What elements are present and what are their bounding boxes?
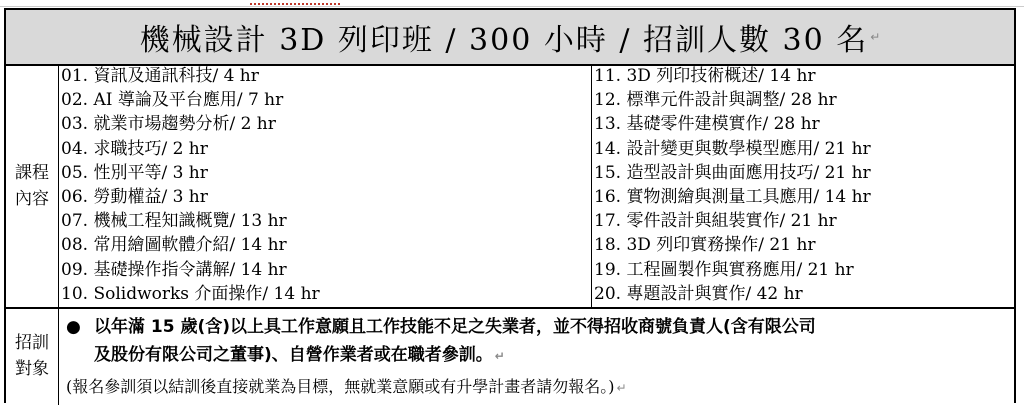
course-item: 01. 資訊及通訊科技/ 4 hr bbox=[61, 66, 259, 86]
course-item: 12. 標準元件設計與調整/ 28 hr bbox=[594, 90, 837, 111]
course-item: 14. 設計變更與數學模型應用/ 21 hr bbox=[594, 138, 871, 159]
course-item: 16. 實物測繪與測量工具應用/ 14 hr bbox=[594, 186, 871, 207]
course-item: 04. 求職技巧/ 2 hr bbox=[61, 138, 208, 159]
page-title: 機械設計 3D 列印班 / 300 小時 / 招訓人數 30 名 bbox=[139, 23, 869, 58]
course-item: 13. 基礎零件建模實作/ 28 hr bbox=[594, 114, 820, 135]
course-item: 08. 常用繪圖軟體介紹/ 14 hr bbox=[61, 235, 287, 256]
target-requirement: ● 以年滿 15 歲(含)以上具工作意願且工作技能不足之失業者，並不得招收商號負責人(含有限公司 bbox=[66, 313, 1011, 341]
course-item: 09. 基礎操作指令講解/ 14 hr bbox=[61, 259, 287, 280]
course-item: 06. 勞動權益/ 3 hr bbox=[61, 186, 208, 207]
course-item: 17. 零件設計與組裝實作/ 21 hr bbox=[594, 211, 837, 232]
top-strip bbox=[0, 0, 1024, 7]
course-item: 19. 工程圖製作與實務應用/ 21 hr bbox=[594, 259, 854, 280]
target-content bbox=[66, 313, 1011, 403]
title-bar bbox=[6, 10, 1014, 66]
course-item: 05. 性別平等/ 3 hr bbox=[61, 162, 208, 183]
course-item: 18. 3D 列印實務操作/ 21 hr bbox=[594, 235, 816, 256]
course-item: 11. 3D 列印技術概述/ 14 hr bbox=[594, 66, 816, 86]
course-item: 02. AI 導論及平台應用/ 7 hr bbox=[61, 90, 284, 111]
paragraph-mark-icon: ↵ bbox=[870, 30, 881, 44]
target-label: 招訓 對象 bbox=[6, 307, 59, 405]
target-requirement-continued: 及股份有限公司之董事)、自營作業者或在職者參訓。 ↵ bbox=[94, 345, 505, 365]
course-item: 10. Solidworks 介面操作/ 14 hr bbox=[61, 283, 320, 304]
course-item: 15. 造型設計與曲面應用技巧/ 21 hr bbox=[594, 162, 871, 183]
target-note: (報名參訓須以結訓後直接就業為目標，無就業意願或有升學計畫者請勿報名。) ↵ bbox=[66, 377, 627, 396]
course-item: 20. 專題設計與實作/ 42 hr bbox=[594, 283, 803, 304]
bullet-icon: ● bbox=[66, 317, 81, 337]
course-content-label: 課程 內容 bbox=[6, 64, 59, 307]
course-item: 03. 就業市場趨勢分析/ 2 hr bbox=[61, 114, 276, 135]
course-item: 07. 機械工程知識概覽/ 13 hr bbox=[61, 211, 287, 232]
course-list-right bbox=[592, 64, 1014, 307]
course-table bbox=[4, 8, 1016, 403]
spellcheck-underline bbox=[250, 3, 340, 5]
course-content-row bbox=[6, 64, 1014, 309]
course-list-left bbox=[59, 64, 592, 307]
target-row bbox=[6, 307, 1014, 405]
